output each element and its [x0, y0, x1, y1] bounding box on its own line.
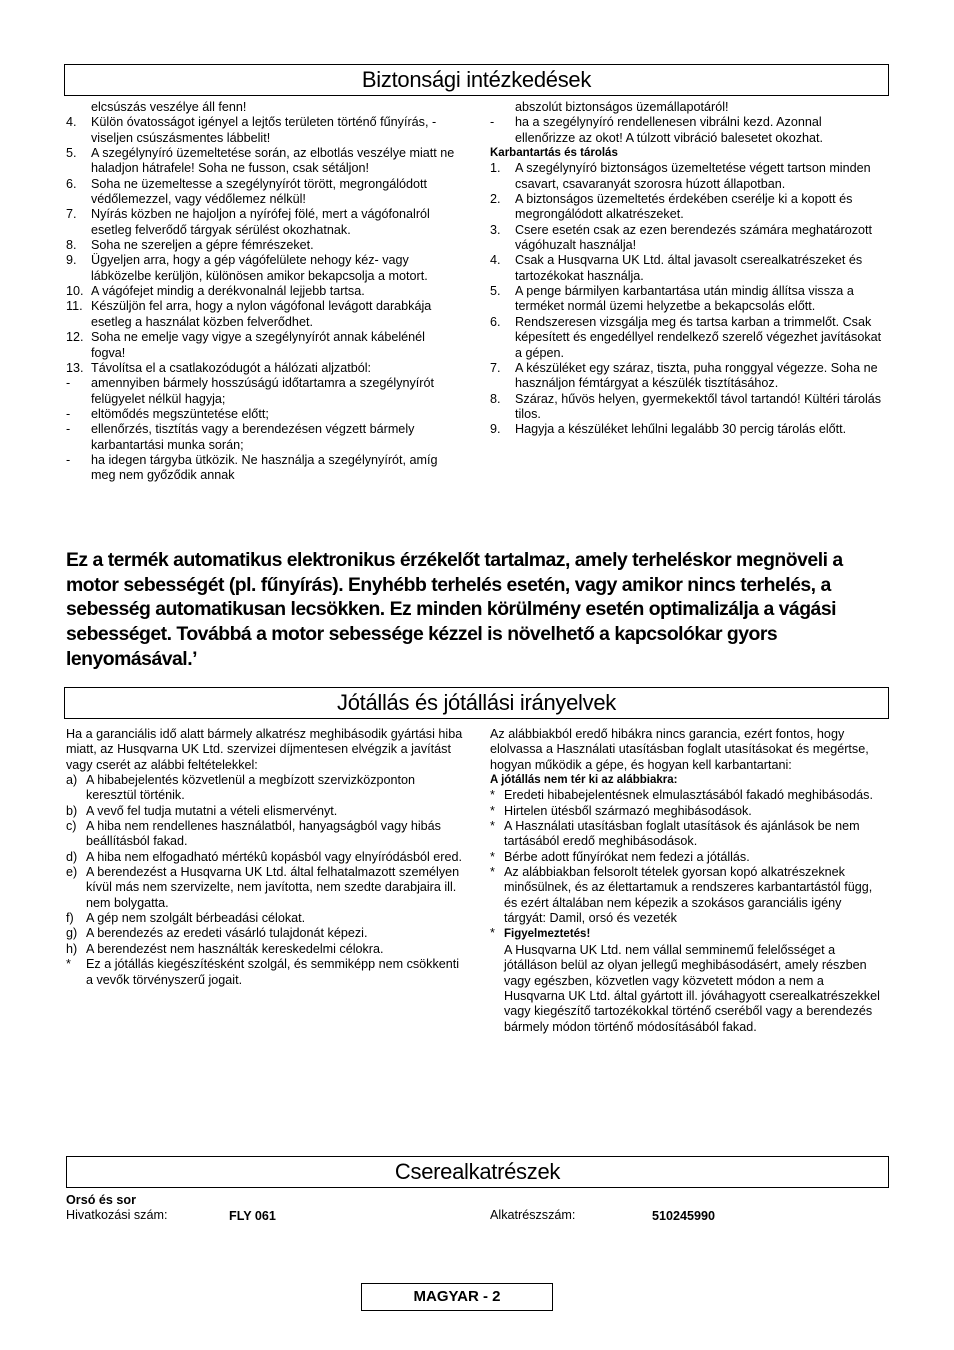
list-text: Távolítsa el a csatlakozódugót a hálózati aljzatból:: [91, 360, 372, 375]
page-footer: MAGYAR - 2: [361, 1283, 553, 1311]
list-text: elcsúszás veszélye áll fenn!: [91, 100, 247, 114]
list-text: Az alábbiakban felsorolt tételek gyorsan kopó alkatrészeknek minősülnek, és az élettartamuk a rendszeres karbantartástól függ, és ezért általában nem képezik a szokásos garanciális igény tárgyát: Damil, orsó és vezeték: [504, 865, 873, 926]
list-item: [490, 361, 882, 392]
list-marker: 6.: [66, 176, 77, 191]
list-marker: f): [66, 911, 74, 926]
list-text: Rendszeresen vizsgálja meg és tartsa karban a trimmelőt. Csak képesített és engedéllyel rendelkező szerelő végezhet javításokat a gépen.: [515, 314, 882, 360]
list-marker: *: [66, 957, 71, 972]
list-text: A hibabejelentés közvetlenül a megbízott szervizközponton keresztül történik.: [86, 773, 416, 803]
list-text: Soha ne emelje vagy vigye a szegélynyírót annak kábelénél fogva!: [91, 330, 425, 360]
list-marker: 4.: [490, 253, 501, 268]
list-marker: *: [490, 865, 495, 880]
list-item: [66, 299, 458, 330]
list-item: [66, 207, 458, 238]
warning-title: Figyelmeztetés!: [504, 928, 591, 941]
warranty-heading: Jótállás és jótállási irányelvek: [64, 687, 889, 719]
list-text: Ügyeljen arra, hogy a gép vágófelülete nehogy kéz- vagy lábközelbe kerüljön, különösen amikor bekapcsolja a motort.: [91, 253, 428, 283]
list-item: [66, 453, 458, 484]
list-marker: 5.: [66, 146, 77, 161]
list-text: Eredeti hibabejelentésnek elmulasztásából fakadó meghibásodás.: [504, 788, 873, 803]
list-text: A gép nem szolgált bérbeadási célokat.: [86, 911, 306, 926]
list-item: [66, 407, 458, 422]
list-item: [490, 223, 882, 254]
parts-number-label: Alkatrészszám:: [490, 1208, 576, 1222]
list-marker: *: [490, 819, 495, 834]
parts-ref-label: Hivatkozási szám:: [66, 1208, 168, 1222]
list-item: [66, 926, 466, 941]
list-item: [66, 284, 458, 299]
list-item: [66, 804, 466, 819]
warranty-left-column: [66, 727, 466, 988]
list-marker: 5.: [490, 284, 501, 299]
list-item: [490, 804, 882, 819]
list-text: ha idegen tárgyba ütközik. Ne használja a szegélynyírót, amíg meg nem győződik annak: [91, 452, 438, 483]
list-item: [490, 192, 882, 223]
list-marker: h): [66, 941, 78, 956]
list-item: [66, 330, 458, 361]
list-marker: 11.: [66, 299, 83, 314]
list-text: Hirtelen ütésből származó meghibásodások.: [504, 803, 752, 818]
safety-right-dash-item: - ha a szegélynyíró rendellenesen vibrálni kezd. Azonnal ellenőrizze az okot! A túlzott vibráció balesetet okozhat.: [490, 115, 824, 145]
warranty-warning: * Figyelmeztetés! A Husqvarna UK Ltd. nem vállal semminemű felelősséget a jótálláson belül az olyan jellegű meghibásodásért, amely részben vagy egészben, közvetlen vagy közvetett módon a nem a Husqvarna UK Ltd. által gyártott ill. jóváhagyott cserealkatrészekkel vagy kiegészítő tartozékokkal történő cseréből vagy a berendezés bármely módon történő módosításából fakad.: [490, 926, 880, 1034]
list-text: Nyírás közben ne hajoljon a nyírófej fölé, mert a vágófonalról esetleg felverődő tárgyak sérülést okozhatnak.: [91, 207, 430, 237]
safety-heading: Biztonsági intézkedések: [64, 64, 889, 96]
list-item: [490, 819, 882, 850]
motor-note: Ez a termék automatikus elektronikus érzékelőt tartalmaz, amely terheléskor megnöveli a motor sebességét (pl. fűnyírás). Enyhébb terhelés esetén, vagy amikor nincs terhelés, a sebesség automatikusan lecsökken. Ez minden körülmény esetén optimalizálja a vágási sebességet. Továbbá a motor sebessége kézzel is növelhető a kapcsolókar gyors lenyomásával.’: [66, 549, 843, 670]
list-text: A vágófejet mindig a derékvonalnál lejjebb tartsa.: [91, 284, 365, 299]
warranty-exclusions-intro: Az alábbiakból eredő hibákra nincs garancia, ezért fontos, hogy elolvassa a Használati utasításban foglalt utasításokat és megértse, hogyan működik a gépe, és hogyan kell karbantartani:: [490, 727, 869, 772]
warning-text: A Husqvarna UK Ltd. nem vállal semminemű felelősséget a jótálláson belül az olyan jellegű meghibásodásért, amely részben vagy egészben, közvetlen vagy közvetett módon a nem a Husqvarna UK Ltd. által gyártott ill. jóváhagyott cserealkatrészekkel vagy kiegészítő tartozékokkal történő cseréből vagy a berendezés bármely módon történő módosításából fakad.: [504, 942, 880, 1034]
list-marker: -: [66, 376, 71, 391]
list-item: [490, 392, 882, 423]
list-marker: 9.: [490, 422, 501, 437]
list-text: A szegélynyíró üzemeltetése során, az elbotlás veszélye miatt ne haladjon hátrafele! Soha ne fusson, csak sétáljon!: [91, 146, 455, 176]
list-item: [66, 146, 458, 177]
list-marker: *: [490, 788, 495, 803]
list-item: [490, 788, 882, 803]
parts-heading: Cserealkatrészek: [66, 1156, 889, 1188]
list-marker: e): [66, 865, 78, 880]
list-item: [490, 315, 882, 361]
list-marker: 4.: [66, 115, 77, 130]
list-marker: 2.: [490, 192, 501, 207]
list-marker: 9.: [66, 253, 77, 268]
list-text: A vevő fel tudja mutatni a vételi elismervényt.: [86, 803, 338, 818]
list-marker: 6.: [490, 314, 501, 329]
list-text: Soha ne szereljen a gépre fémrészeket.: [91, 238, 314, 253]
list-marker: 7.: [66, 207, 77, 222]
list-item: [66, 819, 466, 850]
maintenance-list: [490, 161, 882, 437]
list-item: [490, 865, 882, 926]
list-item: [66, 957, 466, 988]
list-text: A Használati utasításban foglalt utasítások és ajánlások be nem tartásából eredő meghibásodások.: [504, 819, 860, 849]
list-text: A készüléket egy száraz, tiszta, puha ronggyal végezze. Soha ne használjon fémtárgyat a készülék tisztításához.: [515, 360, 878, 391]
list-marker: 3.: [490, 222, 501, 237]
list-marker: 10.: [66, 284, 84, 299]
list-item: [490, 422, 882, 437]
list-text: ellenőrzés, tisztítás vagy a berendezésen végzett bármely karbantartási munka során;: [91, 422, 415, 452]
list-text: Csere esetén csak az ezen berendezés számára meghatározott vágóhuzalt használja!: [515, 222, 873, 253]
list-item: [66, 911, 466, 926]
list-item: [66, 177, 458, 208]
list-text: Külön óvatosságot igényel a lejtős területen történő fűnyírás, - viseljen csúszásmentes lábbelit!: [91, 115, 437, 145]
list-text: Soha ne üzemeltesse a szegélynyírót törött, megrongálódott védőlemezzel, vagy védőlemez nélkül!: [91, 176, 428, 207]
list-marker: -: [66, 422, 71, 437]
list-marker: a): [66, 773, 78, 788]
list-item: [66, 100, 458, 115]
list-item: [66, 376, 458, 407]
list-text: A berendezés az eredeti vásárló tulajdonát képezi.: [86, 926, 368, 941]
safety-right-column: [490, 100, 882, 438]
list-item: [490, 850, 882, 865]
list-text: A berendezést a Husqvarna UK Ltd. által felhatalmazott személyen kívül más nem szervizelte, nem javította, nem szedte darabjaira ill. nem bolygatta.: [86, 865, 460, 910]
list-marker: -: [66, 406, 71, 421]
list-text: Bérbe adott fűnyírókat nem fedezi a jótállás.: [504, 849, 750, 864]
list-text: amennyiben bármely hosszúságú időtartamra a szegélynyírót felügyelet nélkül hagyja;: [91, 376, 435, 406]
list-text: Ez a jótállás kiegészítésként szolgál, és semmiképp nem csökkenti a vevők törvényszerű jogait.: [86, 957, 460, 987]
list-item: [490, 284, 882, 315]
list-marker: *: [490, 849, 495, 864]
warranty-exclusions-heading: A jótállás nem tér ki az alábbiakra:: [490, 774, 678, 787]
list-item: [66, 422, 458, 453]
list-item: [66, 773, 466, 804]
list-text: A szegélynyíró biztonságos üzemeltetése végett tartson minden csavart, csavaranyát szorosra húzott állapotban.: [515, 161, 871, 191]
list-marker: [66, 100, 91, 115]
list-text: Csak a Husqvarna UK Ltd. által javasolt cserealkatrészeket és tartozékokat használja.: [515, 253, 863, 283]
list-item: [66, 942, 466, 957]
list-marker: b): [66, 803, 78, 818]
list-marker: 7.: [490, 360, 501, 375]
list-item: [490, 253, 882, 284]
list-marker: c): [66, 819, 77, 834]
parts-number-value: 510245990: [652, 1209, 716, 1223]
safety-left-column: [66, 100, 458, 484]
list-item: [66, 238, 458, 253]
list-item: [66, 865, 466, 911]
list-marker: 8.: [490, 391, 501, 406]
list-item: [490, 161, 882, 192]
list-text: A hiba nem rendellenes használatból, hanyagságból vagy hibás beállításból fakad.: [86, 819, 441, 849]
list-marker: 8.: [66, 238, 77, 253]
list-text: Száraz, hűvös helyen, gyermekektől távol tartandó! Kültéri tárolás tilos.: [515, 391, 882, 421]
list-item: [66, 361, 458, 376]
warranty-conditions-list: [66, 773, 466, 988]
list-marker: 13.: [66, 360, 84, 375]
list-item: [66, 253, 458, 284]
list-marker: 12.: [66, 330, 84, 345]
list-text: Hagyja a készüléket lehűlni legalább 30 percig tárolás előtt.: [515, 422, 847, 437]
list-text: A hiba nem elfogadható mértékû kopásból vagy elnyíródásból ered.: [86, 849, 462, 864]
list-item: [66, 115, 458, 146]
list-text: A berendezést nem használták kereskedelmi célokra.: [86, 941, 384, 956]
list-marker: g): [66, 926, 78, 941]
list-marker: 1.: [490, 161, 501, 176]
warranty-right-column: [490, 727, 882, 1035]
warranty-exclusions-list: [490, 788, 882, 926]
parts-item-title: Orsó és sor: [66, 1193, 136, 1207]
safety-right-continuation: abszolút biztonságos üzemállapotáról!: [515, 100, 729, 114]
list-text: A biztonságos üzemeltetés érdekében cserélje ki a kopott és megrongálódott alkatrészeket.: [515, 192, 853, 222]
list-text: eltömődés megszüntetése előtt;: [91, 406, 269, 421]
maintenance-heading: Karbantartás és tárolás: [490, 147, 618, 160]
list-marker: d): [66, 849, 78, 864]
parts-ref-value: FLY 061: [229, 1209, 276, 1223]
list-marker: -: [66, 452, 71, 467]
warranty-intro: Ha a garanciális idő alatt bármely alkatrész meghibásodik gyártási hiba miatt, az Husqvarna UK Ltd. szervizei díjmentesen elvégzik a javítást vagy cserét az alábbi feltételekkel:: [66, 727, 463, 772]
list-text: Készüljön fel arra, hogy a nylon vágófonal levágott darabkája esetleg a használat közben felverődhet.: [91, 299, 432, 329]
list-item: [66, 850, 466, 865]
list-marker: *: [490, 803, 495, 818]
list-text: A penge bármilyen karbantartása után mindig állítsa vissza a terméket normál üzemi helyzetbe a bekapcsolás előtt.: [515, 284, 854, 314]
